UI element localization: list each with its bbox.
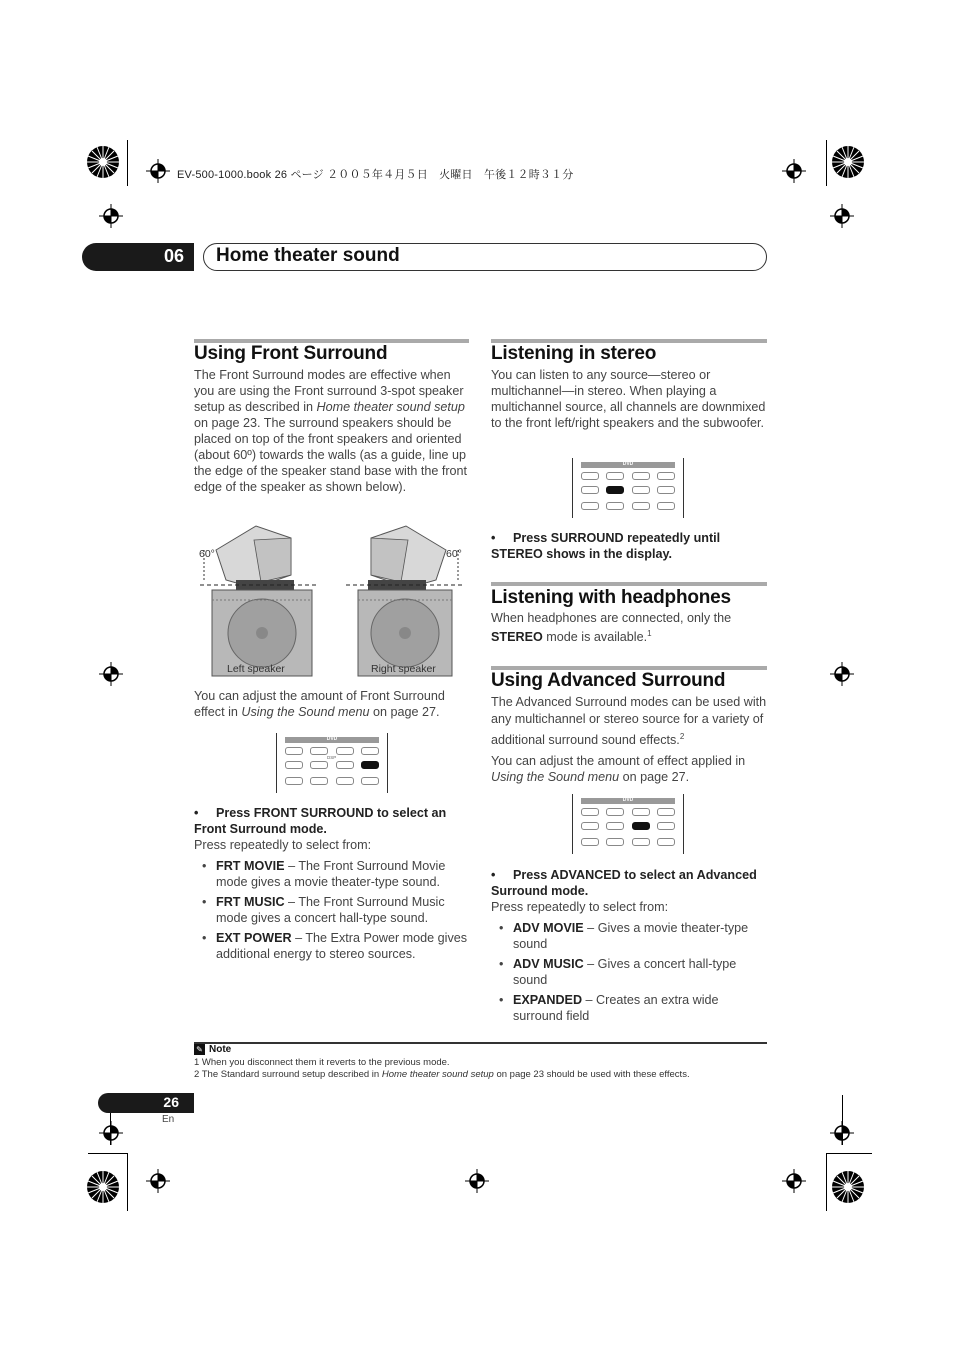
mode-desc: – Gives a concert hall-type sound [513, 957, 737, 987]
headphones-stereo-mode: STEREO [491, 630, 543, 645]
remote-band-label: DVD [326, 736, 338, 742]
advanced-adjust-text: You can adjust the amount of effect applied in [491, 754, 746, 769]
crosshair-registration-mark [830, 662, 854, 686]
mode-name: EXPANDED [513, 993, 583, 1007]
remote-control-illustration [572, 794, 684, 854]
speaker-placement-figure [196, 520, 466, 680]
section-heading-headphones: Listening with headphones [491, 587, 731, 608]
page-language: En [162, 1114, 175, 1125]
remote-dsp-label: DSP [327, 755, 337, 760]
mode-desc: – Gives a movie theater-type sound [513, 921, 749, 951]
crop-line [127, 1153, 128, 1211]
advanced-select-text: Press repeatedly to select from: [491, 900, 669, 914]
mode-desc: – Creates an extra wide surround field [513, 993, 719, 1023]
starburst-registration-mark [831, 145, 865, 179]
crop-line [127, 140, 128, 186]
note-text-cont: on page 23 should be used with these effects. [493, 1069, 690, 1080]
note-line-2 [194, 1069, 690, 1080]
crosshair-registration-mark [830, 204, 854, 228]
front-surround-adjust-text [194, 688, 469, 720]
intro-text-cont: on page 23. The surround speakers should be placed on top of the front speakers and oriented (about 60º) towards the walls (as a guide, line up the edge of the speaker stand base with the front edge of the speaker as shown below). [194, 416, 468, 494]
front-surround-instruction: • Press FRONT SURROUND to select an Front Surround mode. [194, 806, 447, 836]
section-heading-advanced-surround: Using Advanced Surround [491, 670, 726, 691]
left-speaker-illustration [212, 526, 312, 676]
headphones-body [491, 610, 767, 645]
note-title: Note [209, 1044, 232, 1055]
mode-name: EXT POWER [216, 931, 292, 945]
page-number: 26 [163, 1094, 179, 1110]
crop-line [826, 1153, 872, 1154]
section-rule [491, 582, 767, 586]
crosshair-registration-mark [830, 1121, 854, 1145]
mode-name: ADV MUSIC [513, 957, 584, 971]
crosshair-registration-mark [782, 159, 806, 183]
crosshair-registration-mark [146, 1169, 170, 1193]
mode-name: ADV MOVIE [513, 921, 584, 935]
crop-line [826, 140, 827, 186]
note-reference: Home theater sound setup [381, 1069, 494, 1080]
intro-text: The Front Surround modes are effective when you are using the Front surround 3-spot speaker setup as described in [194, 368, 464, 414]
crosshair-registration-mark [465, 1169, 489, 1193]
intro-reference: Home theater sound setup [316, 400, 465, 414]
remote-band-label: DVD [622, 797, 634, 803]
crop-line [826, 1153, 827, 1211]
crosshair-registration-mark [782, 1169, 806, 1193]
list-item: • FRT MOVIE – The Front Surround Movie mode gives a movie theater-type sound. [202, 859, 446, 889]
angle-label-left: 60° [199, 548, 215, 560]
crosshair-registration-mark [99, 1121, 123, 1145]
footnote-ref: 1 [647, 629, 652, 638]
advanced-adjust-text-cont: on page 27. [619, 770, 690, 785]
front-surround-select-text: Press repeatedly to select from: [194, 838, 372, 852]
front-surround-mode-list [194, 858, 469, 966]
starburst-registration-mark [831, 1170, 865, 1204]
section-heading-stereo: Listening in stereo [491, 343, 657, 364]
chapter-title: Home theater sound [216, 245, 400, 266]
remote-band-label: DVD [622, 461, 634, 467]
chapter-title-box [203, 243, 767, 271]
print-header: EV-500-1000.book 26 ページ ２００５年４月５日 火曜日 午後１２時３１分 [177, 169, 574, 181]
crosshair-registration-mark [99, 662, 123, 686]
remote-control-illustration [276, 733, 388, 793]
front-surround-intro [194, 367, 469, 495]
left-speaker-label: Left speaker [227, 663, 285, 675]
footnote-ref: 2 [679, 732, 685, 741]
note-line-1: 1 When you disconnect them it reverts to the previous mode. [194, 1057, 450, 1068]
note-text: 2 The Standard surround setup described in [194, 1069, 382, 1080]
mode-desc: – The Front Surround Music mode gives a concert hall-type sound. [216, 895, 445, 925]
headphones-text: When headphones are connected, only the [491, 611, 732, 625]
list-item: • EXT POWER – The Extra Power mode gives additional energy to stereo sources. [202, 931, 468, 961]
note-header [194, 1044, 231, 1055]
mode-name: FRT MOVIE [216, 859, 285, 873]
advanced-instruction-text: Press ADVANCED to select an Advanced Surround mode. [491, 868, 757, 898]
list-item: • ADV MUSIC – Gives a concert hall-type sound [499, 957, 737, 987]
stereo-instruction: • Press SURROUND repeatedly until STEREO shows in the display. [491, 531, 721, 561]
adjust-text: You can adjust the amount of Front Surround effect in [194, 689, 445, 719]
list-item: • EXPANDED – Creates an extra wide surround field [499, 993, 719, 1023]
starburst-registration-mark [86, 1170, 120, 1204]
adjust-text-cont: on page 27. [369, 705, 440, 719]
angle-label-right: 60° [446, 548, 462, 560]
starburst-registration-mark [86, 145, 120, 179]
mode-name: FRT MUSIC [216, 895, 285, 909]
list-item: • FRT MUSIC – The Front Surround Music mode gives a concert hall-type sound. [202, 895, 445, 925]
front-surround-instruction-text: Press FRONT SURROUND to select an Front Surround mode. [194, 806, 447, 836]
stereo-instruction-text: Press SURROUND repeatedly until STEREO shows in the display. [491, 531, 721, 561]
section-heading-front-surround: Using Front Surround [194, 343, 388, 364]
adjust-reference: Using the Sound menu [241, 705, 370, 719]
headphones-text-cont: mode is available. [542, 630, 648, 645]
list-item: • ADV MOVIE – Gives a movie theater-type sound [499, 921, 749, 951]
remote-control-illustration [572, 458, 684, 518]
advanced-body [491, 694, 767, 785]
crosshair-registration-mark [146, 159, 170, 183]
crop-line [88, 1153, 128, 1154]
chapter-number-tab [82, 243, 194, 271]
advanced-instruction: • Press ADVANCED to select an Advanced Surround mode. [491, 868, 757, 898]
right-speaker-label: Right speaker [371, 663, 436, 675]
mode-desc: – The Extra Power mode gives additional energy to stereo sources. [216, 931, 468, 961]
mode-desc: – The Front Surround Movie mode gives a movie theater-type sound. [216, 859, 446, 889]
advanced-mode-list [491, 920, 767, 1028]
page-number-tab [98, 1093, 194, 1113]
crosshair-registration-mark [99, 204, 123, 228]
right-speaker-illustration [358, 526, 452, 676]
stereo-body: You can listen to any source—stereo or multichannel—in stereo. When playing a multichannel source, all channels are downmixed to the front left/right speakers and the subwoofer. [491, 368, 766, 430]
note-icon: ✎ [194, 1044, 205, 1055]
note-rule [194, 1042, 767, 1044]
advanced-adjust-reference: Using the Sound menu [491, 770, 620, 785]
advanced-text: The Advanced Surround modes can be used with any multichannel or stereo source for a variety of additional surround sound effects. [491, 695, 767, 748]
chapter-number: 06 [163, 246, 184, 266]
